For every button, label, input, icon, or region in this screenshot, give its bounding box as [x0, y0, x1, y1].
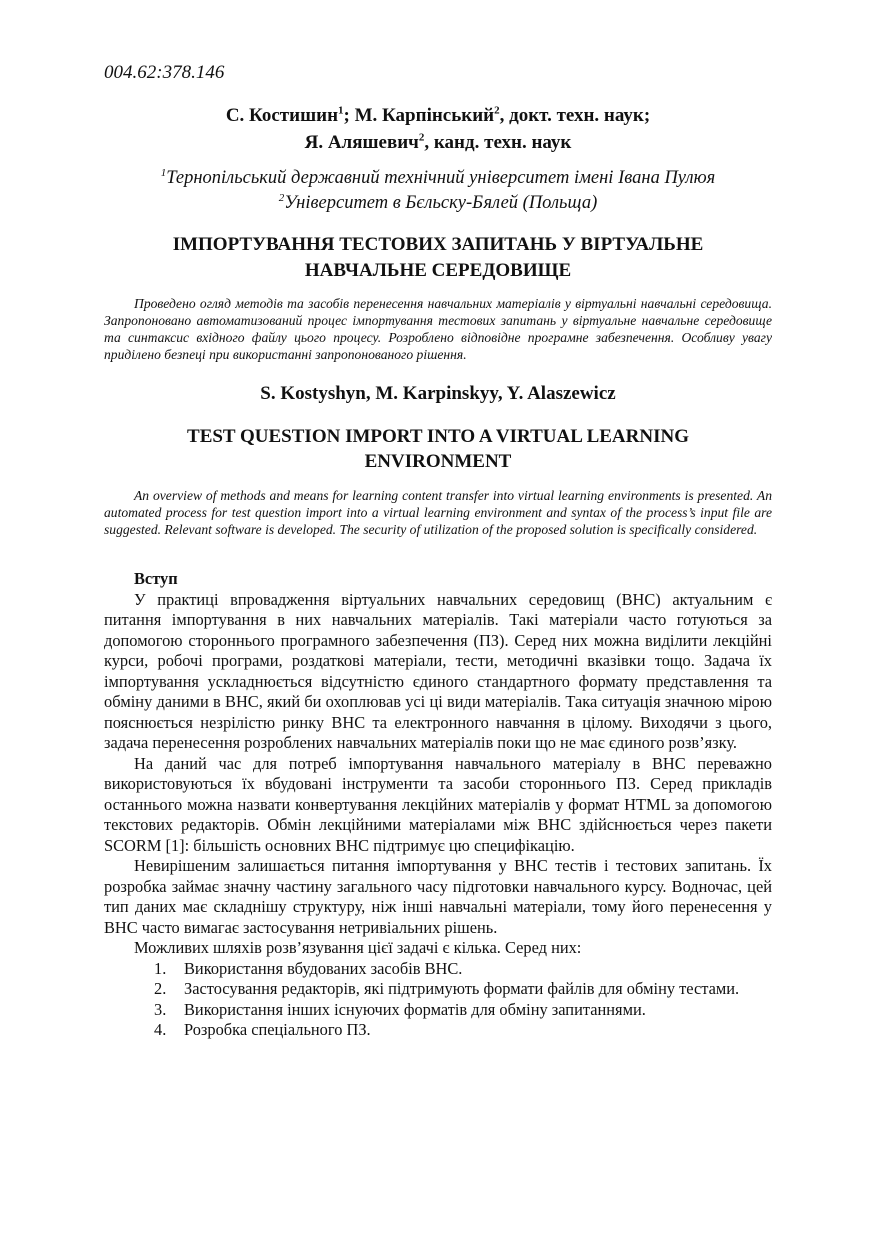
- affiliations: [104, 166, 772, 216]
- list-item: [104, 1000, 772, 1021]
- title-line: TEST QUESTION IMPORT INTO A VIRTUAL LEARNING: [187, 426, 689, 447]
- affiliation-2: [104, 191, 772, 216]
- title-line: ENVIRONMENT: [364, 451, 512, 472]
- abstract-english: An overview of methods and means for learning content transfer into virtual learning environments is presented. An automated process for test question import into a virtual learning environment and syntax of the process’s input file are suggested. Relevant software is developed. The security of utilization of the proposed solution is specifically considered.: [104, 488, 772, 537]
- title-line: НАВЧАЛЬНЕ СЕРЕДОВИЩЕ: [304, 260, 572, 281]
- article-body: [104, 569, 772, 1041]
- list-number: 4.: [154, 1020, 167, 1039]
- list-number: 1.: [154, 958, 167, 978]
- list-text: Розробка спеціального ПЗ.: [184, 1020, 371, 1039]
- affiliation-text: Університет в Бєльску-Бялей (Польща): [284, 193, 598, 213]
- section-heading: Вступ: [134, 569, 178, 588]
- title-line: ІМПОРТУВАННЯ ТЕСТОВИХ ЗАПИТАНЬ У ВІРТУАЛЬНЕ: [172, 234, 704, 255]
- affiliation-1: [104, 166, 772, 191]
- affiliation-mark: 1: [160, 166, 167, 179]
- list-text: Застосування редакторів, які підтримують формати файлів для обміну тестами.: [184, 979, 740, 998]
- list-number: 3.: [154, 999, 167, 1019]
- affiliation-text: Тернопільський державний технічний університет імені Івана Пулюя: [166, 168, 716, 188]
- affiliation-mark: 2: [494, 104, 500, 117]
- title-ukrainian: [104, 232, 772, 284]
- paragraph: Можливих шляхів розв’язування цієї задачі є кілька. Серед них:: [134, 938, 582, 957]
- list-item: [104, 959, 772, 980]
- list-item: [104, 1020, 772, 1041]
- paragraph: Невирішеним залишається питання імпортування у ВНС тестів і тестових запитань. Їх розробка займає значну частину загального часу підготовки навчального курсу. Водночас, цей тип даних має складнішу структуру, ніж інші навчальні матеріали, тому його перенесення у ВНС часто вимагає застосування нетривіальних рішень.: [104, 856, 772, 937]
- abstract-ukrainian: Проведено огляд методів та засобів перенесення навчальних матеріалів у віртуальні навчальні середовища. Запропоновано автоматизований процес імпортування тестових запитань у віртуальне навчальне середовище та синтаксис вхідного файлу цього процесу. Розроблено відповідне програмне забезпечення. Особливу увагу приділено безпеці при використанні запропонованого рішення.: [104, 296, 772, 362]
- list-number: 2.: [154, 979, 167, 998]
- affiliation-mark: 1: [338, 104, 344, 117]
- numbered-list: [104, 959, 772, 1041]
- author-karpinskyy: ; М. Карпінський: [343, 105, 495, 126]
- authors-ukrainian: [104, 102, 772, 156]
- author-degree: , докт. техн. наук;: [499, 105, 651, 126]
- list-text: Використання інших існуючих форматів для обміну запитаннями.: [184, 999, 646, 1019]
- affiliation-mark: 2: [278, 191, 285, 204]
- affiliation-mark: 2: [418, 131, 425, 144]
- authors-english: S. Kostyshyn, M. Karpinskyy, Y. Alaszewicz: [260, 383, 616, 404]
- title-english: [104, 424, 772, 474]
- list-item: [104, 979, 772, 1000]
- authors-line-1: [104, 102, 772, 129]
- paragraph: У практиці впровадження віртуальних навчальних середовищ (ВНС) актуальним є питання імпортування в них навчальних матеріалів. Такі матеріали часто готуються за допомогою стороннього програмного забезпечення (ПЗ). Серед них можна виділити лекційні курси, робочі програми, роздаткові матеріали, тести, методичні вказівки тощо. Задача їх імпортування ускладнюється відсутністю єдиного стандартного формату представлення та обміну даними в ВНС, який би охоплював усі ці види матеріалів. Така ситуація значною мірою пояснюється незрілістю ринку ВНС та електронного навчання в цілому. Виходячи з цього, задача перенесення розроблених навчальних матеріалів поки що не має єдиного розв’язку.: [104, 589, 772, 752]
- udc-code: 004.62:378.146: [104, 62, 225, 83]
- authors-line-2: [104, 129, 772, 156]
- author-alaszewicz: Я. Аляшевич: [304, 132, 419, 153]
- list-text: Використання вбудованих засобів ВНС.: [184, 958, 463, 978]
- author-degree: , канд. техн. наук: [424, 132, 572, 153]
- author-kostyshyn: С. Костишин: [225, 105, 339, 126]
- paragraph: На даний час для потреб імпортування навчального матеріалу в ВНС переважно використовуються їх вбудовані інструменти та засоби стороннього ПЗ. Серед прикладів останнього можна назвати конвертування лекційних матеріалів у формат HTML за допомогою текстових редакторів. Обмін лекційними матеріалами між ВНС здійснюється через пакети SCORM [1]: більшість основних ВНС підтримує цю специфікацію.: [104, 753, 772, 855]
